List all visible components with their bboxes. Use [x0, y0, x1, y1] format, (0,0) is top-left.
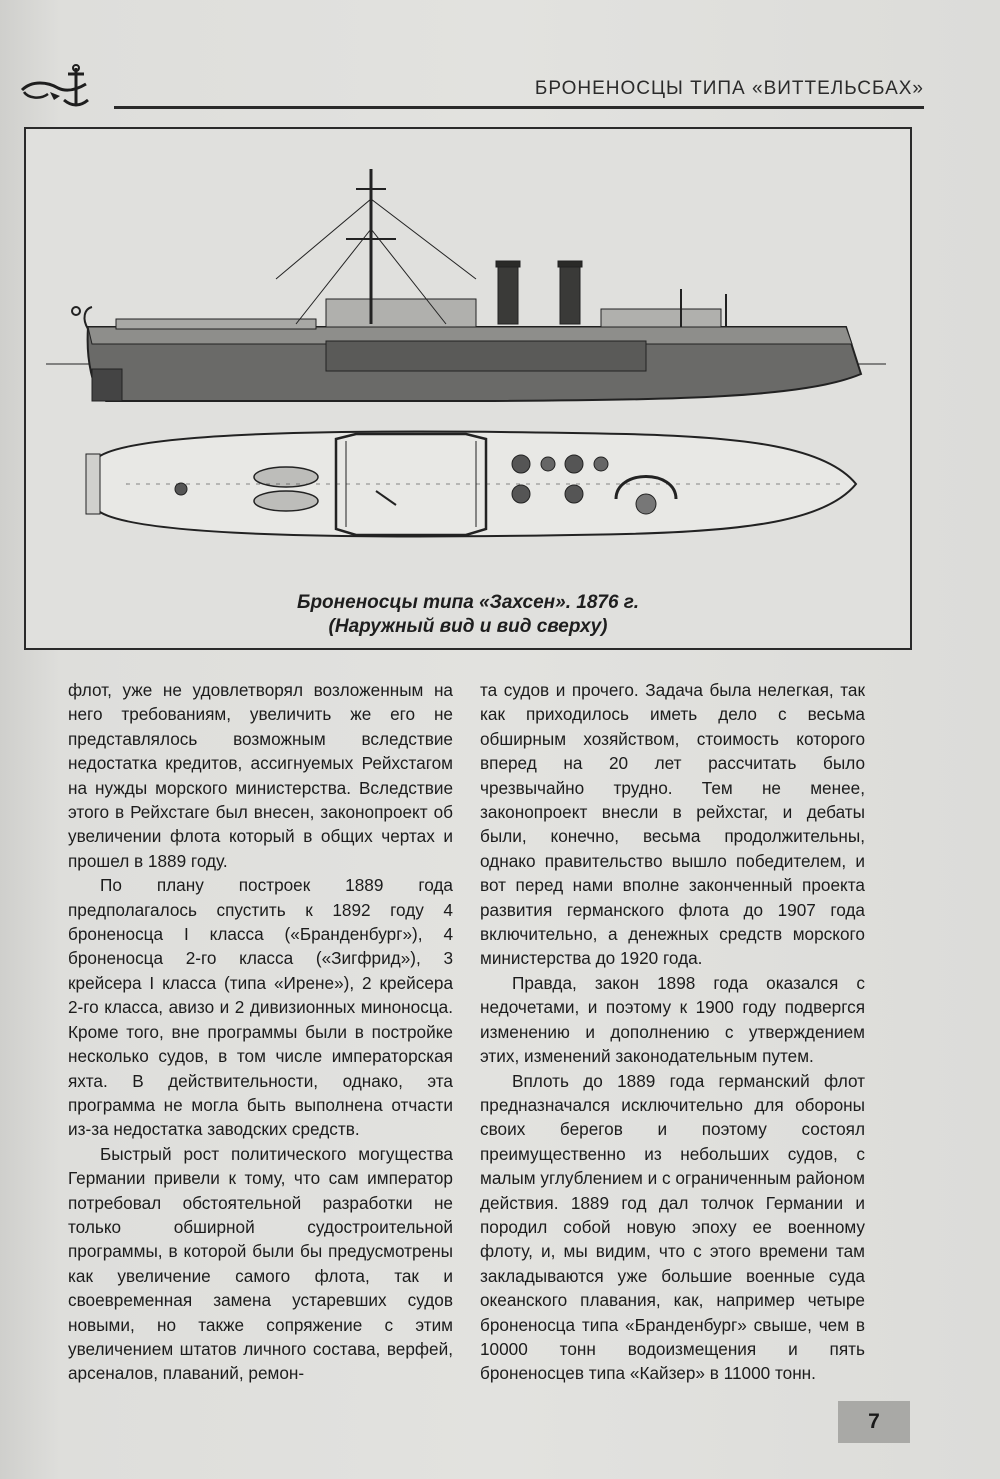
paragraph: та судов и прочего. Задача была нелегкая, так как приходилось иметь дело с весьма обширным хозяйством, стоимость которого вперед на 20 лет рассчитать было чрезвычайно трудно. Тем не менее, законопроект внесли в рейхстаг, и дебаты были, конечно, весьма продолжительны, однако правительство вышло победителем, и вот перед нами вполне законченный проекта развития германского флота до 1907 года включительно, а денежных средств морского министерства до 1920 года. [480, 680, 865, 969]
paragraph: Вплоть до 1889 года германский флот предназначался исключительно для обороны своих берегов и поэтому состоял преимущественно из небольших судов, с малым углублением и с ограниченным районом действия. 1889 год дал толчок Германии и породил собой новую эпоху ее военному флоту, и, мы видим, что с этого времени там закладываются уже большие военные суда океанского плавания, как, например четыре броненосца типа «Бранденбург» свыше, чем в 10000 тонн водоизмещения и пять броненосцев типа «Кайзер» в 11000 тонн. [480, 1070, 865, 1384]
paragraph: Правда, закон 1898 года оказался с недочетами, и поэтому к 1900 году подвергся изменению и дополнению с утверждением этих, изменений законодательным путем. [480, 972, 865, 1067]
text-column-right [480, 678, 865, 1386]
ship-illustration-figure [24, 127, 912, 650]
running-header [14, 62, 924, 112]
page-number: 7 [838, 1401, 910, 1443]
ship-top-view [86, 432, 856, 537]
figure-caption-title: Броненосцы типа «Захсен». 1876 г. [297, 592, 639, 613]
paragraph: По плану построек 1889 года предполагалось спустить к 1892 году 4 броненосца I класса («Бранденбург»), 4 броненосца 2-го класса («Зигфрид»), 3 крейсера I класса (типа «Ирене»), 2 крейсера 2-го класса, авизо и 2 дивизионных миноносца. Кроме того, вне программы были в постройке несколько судов, в том числе императорская яхта. В действительности, однако, эта программа не могла быть выполнена отчасти из-за недостатка заводских средств. [68, 875, 453, 1140]
anchor-logo-icon [14, 62, 104, 112]
text-column-left [68, 678, 453, 1386]
header-rule [114, 106, 924, 109]
paragraph: флот, уже не удовлетворял возложенным на него требованиям, увеличить же его не представлялось возможным вследствие недостатка кредитов, ассигнуемых Рейхстагом на нужды морского министерства. Вследствие этого в Рейхстаге был внесен, законопроект об увеличении флота который в общих чертах и прошел в 1889 году. [68, 680, 453, 871]
paragraph: Быстрый рост политического могущества Германии привели к тому, что сам император потребовал обстоятельной разработки не только обширной судостроительной программы, в которой были бы предусмотрены как увеличение самого флота, так и своевременная замена устаревших судов новыми, но также сопряжение с этим увеличением штатов личного состава, верфей, арсеналов, плаваний, ремон- [68, 1143, 453, 1384]
ship-drawing [26, 129, 910, 584]
running-title: БРОНЕНОСЦЫ ТИПА «ВИТТЕЛЬСБАХ» [534, 78, 924, 99]
ship-side-view [46, 169, 886, 401]
figure-caption-subtitle: (Наружный вид и вид сверху) [328, 616, 608, 637]
